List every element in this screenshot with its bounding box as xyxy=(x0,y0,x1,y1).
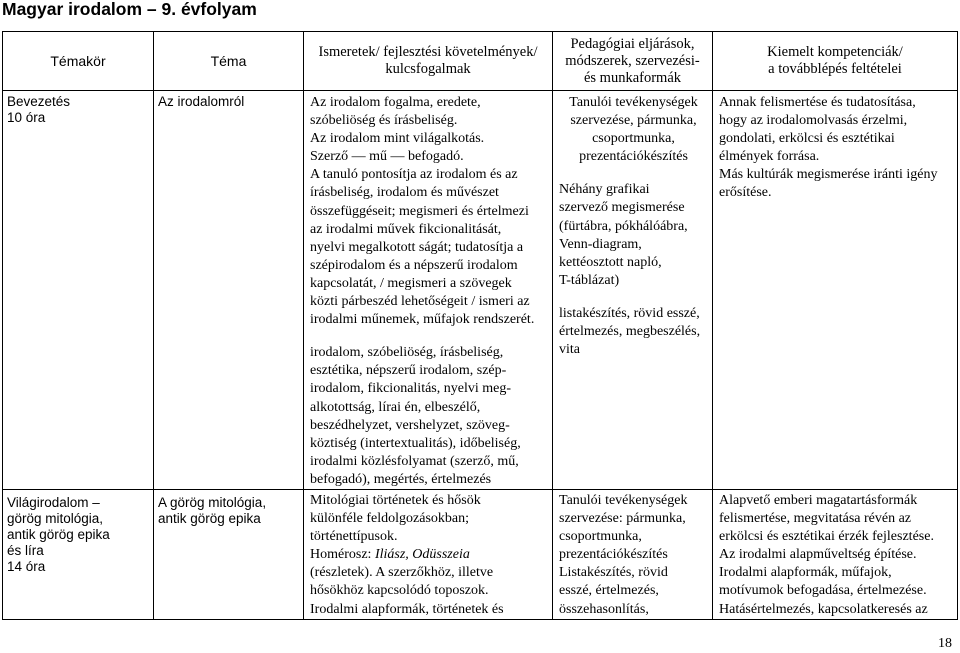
table-row xyxy=(3,91,958,490)
text-line: történettípusok. xyxy=(310,529,398,545)
text-line: (fürtábra, pókhálóábra, xyxy=(559,218,688,234)
pedagogiai-cell xyxy=(553,489,713,619)
homerosz-prefix: Homérosz: xyxy=(310,547,375,563)
ismeretek-cell xyxy=(304,489,553,619)
temakor-line: Bevezetés xyxy=(7,94,71,109)
header-temakor: Témakör xyxy=(3,32,154,91)
header-ismeretek xyxy=(304,32,553,91)
text-line: Venn-diagram, xyxy=(559,236,642,252)
temakor-cell xyxy=(3,489,154,619)
text-line: vita xyxy=(559,342,580,358)
header-pedagogiai xyxy=(553,32,713,91)
temakor-line: görög mitológia, xyxy=(7,510,104,526)
text-line: hogy az irodalomolvasás érzelmi, xyxy=(719,113,908,129)
text-line: Más kultúrák megismerése iránti igény xyxy=(719,167,938,183)
header-pedagogiai-line: módszerek, szervezési- xyxy=(565,52,700,69)
text-line: erősítése. xyxy=(719,185,772,201)
tema-line: antik görög epika xyxy=(158,510,261,526)
kompetenciak-cell xyxy=(713,91,958,490)
homerosz-line xyxy=(310,546,548,564)
page-title: Magyar irodalom – 9. évfolyam xyxy=(2,0,257,19)
text-line: szépirodalom és a népszerű irodalom xyxy=(310,257,518,273)
text-line: csoportmunka, xyxy=(559,529,642,545)
text-line: irodalmi műnemek, műfajok rendszerét. xyxy=(310,312,535,328)
text-line: köztiség (intertextualitás), időbeliség, xyxy=(310,435,521,451)
header-row xyxy=(3,32,958,91)
text-line: esszé, értelmezés, xyxy=(559,583,659,599)
tema-cell xyxy=(154,489,304,619)
text-line: T-táblázat) xyxy=(559,272,620,288)
curriculum-table xyxy=(2,31,958,620)
page-number: 18 xyxy=(938,636,952,651)
temakor-line: antik görög epika xyxy=(7,526,110,542)
text-line: Hatásértelmezés, kapcsolatkeresés az xyxy=(719,601,928,617)
kompetenciak-cell xyxy=(713,489,958,619)
text-line: Listakészítés, rövid xyxy=(559,565,668,581)
table-row xyxy=(3,489,958,619)
header-kompetenciak-line: Kiemelt kompetenciák/ xyxy=(767,44,903,60)
ismeretek-cell xyxy=(304,91,553,490)
text-line: prezentációkészítés xyxy=(579,149,688,165)
temakor-line: Világirodalom – xyxy=(7,494,100,510)
header-tema: Téma xyxy=(154,32,304,91)
text-line: motívumok befogadása, értelmezése. xyxy=(719,583,927,599)
temakor-cell xyxy=(3,91,154,490)
text-line: kapcsolatát, / megismeri a szövegek xyxy=(310,275,512,291)
header-kompetenciak-line: a továbblépés feltételei xyxy=(768,61,902,77)
text-line: nyelvi megalkotott ságát; tudatosítja a xyxy=(310,239,524,255)
text-line: irodalmi közlésfolyamat (szerző, mű, xyxy=(310,453,519,469)
tema-cell xyxy=(154,91,304,490)
header-pedagogiai-line: és munkaformák xyxy=(583,69,682,86)
text-line: Az irodalom mint világalkotás. xyxy=(310,131,485,147)
text-line: Irodalmi alapformák, műfajok, xyxy=(719,565,892,581)
text-line: esztétika, népszerű irodalom, szép- xyxy=(310,363,507,379)
text-line: csoportmunka, xyxy=(592,131,675,147)
text-line: gondolati, erkölcsi és esztétikai xyxy=(719,131,895,147)
temakor-line: és líra xyxy=(7,542,44,558)
text-line: irodalom, szóbeliöség, írásbeliség, xyxy=(310,345,504,361)
tema-line: A görög mitológia, xyxy=(158,494,267,510)
pedagogiai-cell xyxy=(553,91,713,490)
homerosz-works: Iliász, Odüsszeia xyxy=(374,547,470,563)
text-line: befogadó), megértés, értelmezés xyxy=(310,471,492,487)
text-line: Alapvető emberi magatartásformák xyxy=(719,492,918,508)
text-line: Irodalmi alapformák, történetek és xyxy=(310,601,504,617)
text-line: szervező megismerése xyxy=(559,200,685,216)
text-line: irodalom, fikcionalitás, nyelvi meg- xyxy=(310,381,512,397)
text-line: szervezése, pármunka, xyxy=(570,113,697,129)
text-line: kettéosztott napló, xyxy=(559,254,662,270)
text-line: összefüggéseit; megismeri és értelmezi xyxy=(310,203,529,219)
text-line: beszédhelyzet, vershelyzet, szöveg- xyxy=(310,417,510,433)
text-line: Annak felismertése és tudatosítása, xyxy=(719,95,916,110)
text-line: közti párbeszéd lehetőségeit / ismeri az xyxy=(310,294,530,310)
temakor-line: 14 óra xyxy=(7,558,46,574)
text-line: A tanuló pontosítja az irodalom és az xyxy=(310,167,518,183)
text-line: Néhány grafikai xyxy=(559,182,650,198)
header-pedagogiai-line: Pedagógiai eljárások, xyxy=(570,35,695,52)
text-line: különféle feldolgozásokban; xyxy=(310,511,470,527)
text-line: Tanulói tevékenységek xyxy=(559,492,688,508)
text-line: értelmezés, megbeszélés, xyxy=(559,324,701,340)
text-line: írásbeliség, irodalom és művészet xyxy=(310,185,499,201)
text-line: Az irodalmi alapműveltség építése. xyxy=(719,547,917,563)
text-line: élmények forrása. xyxy=(719,149,820,165)
text-line: Mitológiai történetek és hősök xyxy=(310,492,481,508)
tema-line: Az irodalomról xyxy=(158,94,245,109)
text-line: listakészítés, rövid esszé, xyxy=(559,305,700,321)
header-ismeretek-line: kulcsfogalmak xyxy=(385,61,471,77)
text-line: szervezése: pármunka, xyxy=(559,511,686,527)
text-line: alkotottság, lírai én, elbeszélő, xyxy=(310,399,481,415)
text-line: (részletek). A szerzőkhöz, illetve xyxy=(310,565,494,581)
text-line: Szerző — mű — befogadó. xyxy=(310,149,464,165)
header-kompetenciak xyxy=(713,32,958,91)
text-line: erkölcsi és esztétikai érzék fejlesztése. xyxy=(719,529,934,545)
text-line: az irodalmi művek fikcionalitását, xyxy=(310,221,502,237)
text-line: Az irodalom fogalma, eredete, xyxy=(310,95,481,110)
header-ismeretek-line: Ismeretek/ fejlesztési követelmények/ xyxy=(318,44,538,60)
text-line: prezentációkészítés xyxy=(559,547,668,563)
temakor-line: 10 óra xyxy=(7,110,46,125)
text-line: hősökhöz kapcsolódó toposzok. xyxy=(310,583,489,599)
text-line: felismertése, megvitatása révén az xyxy=(719,511,912,527)
text-line: szóbeliöség és írásbeliség. xyxy=(310,113,458,129)
text-line: Tanulói tevékenységek xyxy=(569,95,698,110)
text-line: összehasonlítás, xyxy=(559,601,649,617)
